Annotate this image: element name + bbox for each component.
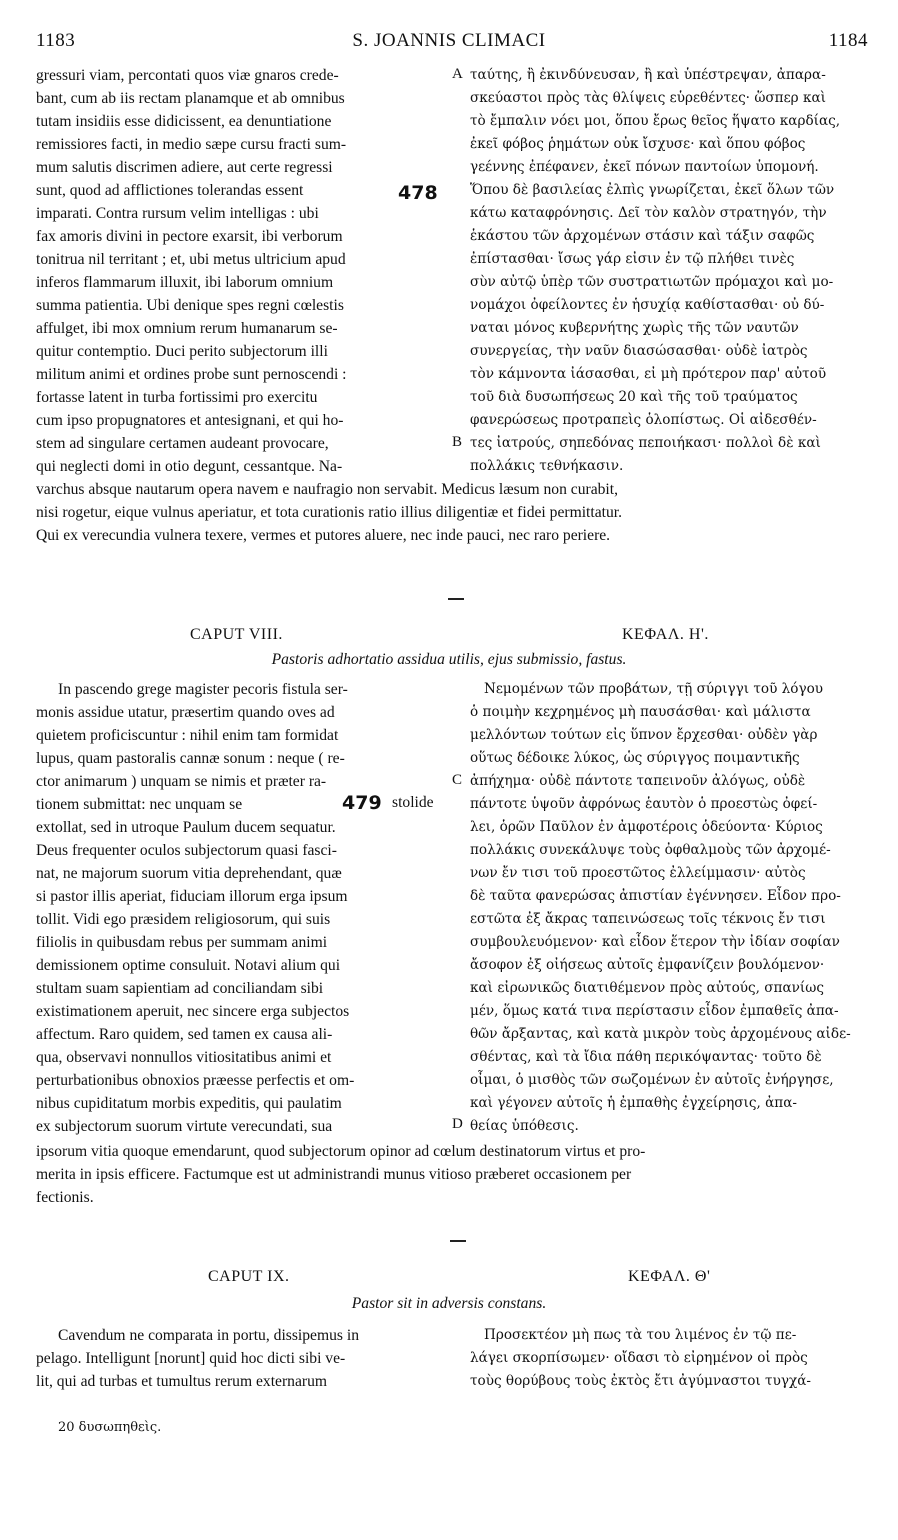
- left-page-number: 1183: [36, 30, 76, 51]
- text-line: fax amoris divini in pectore exarsit, ibi verborum: [36, 228, 343, 245]
- text-line: perturbationibus obnoxios præesse perfectis et om-: [36, 1072, 355, 1089]
- text-line: Cavendum ne comparata in portu, dissipemus in: [58, 1327, 359, 1344]
- text-line: inferos flammarum illuxit, ibi laborum omnium: [36, 274, 334, 291]
- text-line: ipsorum vitia quoque emendarunt, quod subjectorum opinor ad cœlum destinatorum virtus et pro-: [36, 1143, 646, 1160]
- text-line: σκεύαστοι πρὸς τὰς θλίψεις εὑρεθέντες· ὥσπερ καὶ: [470, 90, 826, 106]
- column-number-478: 478: [398, 182, 438, 204]
- margin-marker-b: B: [452, 434, 463, 450]
- text-line: In pascendo grege magister pecoris fistula ser-: [58, 681, 348, 698]
- text-line: θείας ὑπόθεσις.: [470, 1118, 579, 1134]
- text-line: lupus, quam pastoralis cannæ sonum : neque ( re-: [36, 750, 345, 767]
- text-line: pelago. Intelligunt [norunt] quid hoc dicti sibi ve-: [36, 1350, 346, 1367]
- text-line: νων ἔν τισι τοῦ προεστῶτος ἐλλείμμασιν· αὐτὸς: [470, 865, 806, 881]
- text-line: ἀπήχημα· οὐδὲ πάντοτε ταπεινοῦν ἀλόγως, οὐδὲ: [470, 773, 806, 789]
- greek-column-2: [470, 678, 868, 1138]
- text-line: fectionis.: [36, 1189, 94, 1206]
- text-line: qui neglecti domi in otio degunt, cessantque. Na-: [36, 458, 343, 475]
- text-line: extollat, sed in utroque Paulum ducem sequatur.: [36, 819, 336, 836]
- text-line: si pastor illis aperiat, fiduciam illorum erga ipsum: [36, 888, 348, 905]
- text-line: τες ἰατρούς, σηπεδόνας πεποιήκασι· πολλοὶ δὲ καὶ: [470, 435, 821, 451]
- text-line: θῶν ἄρξαντας, καὶ κατὰ μικρὸν τοὺς ἀρχομένους αἰδε-: [470, 1026, 851, 1042]
- text-line: imparati. Contra rursum velim intelligas : ubi: [36, 205, 319, 222]
- latin-column-1: [36, 64, 448, 478]
- text-line: stultam suam sapientiam ad conciliandam sibi: [36, 980, 324, 997]
- text-line: ex subjectorum suorum virtute verecundati, sua: [36, 1118, 333, 1135]
- latin-column-2: [36, 678, 448, 1138]
- text-line: ἐκεῖ φόβος ῥημάτων οὐκ ἴσχυσε· καὶ ὅπου φόβος: [470, 136, 806, 152]
- text-line: πάντοτε ὑψοῦν ἀφρόνως ἑαυτὸν ὁ προεστὼς ὀφεί-: [470, 796, 818, 812]
- text-line: quietem proficiscuntur : nihil enim tam formidat: [36, 727, 339, 744]
- text-line: φανερώσεως προτραπεὶς ὁλοπίστως. Οἱ αἰδεσθέν-: [470, 412, 817, 428]
- section-divider: [448, 598, 464, 600]
- section-divider: [450, 1240, 466, 1242]
- text-line: ἑκάστου τῶν ἀρχομένων στάσιν καὶ τάξιν σαφῶς: [470, 228, 815, 244]
- chapter-9-subtitle: Pastor sit in adversis constans.: [351, 1295, 547, 1312]
- text-line: τὸ ἔμπαλιν νόει μοι, ὅπου ἔρως θεῖος ἥψατο καρδίας,: [470, 113, 841, 129]
- text-line: tutam insidiis esse didicissent, ea denuntiatione: [36, 113, 332, 130]
- text-line: ἄσοφον ἐξ οἰήσεως αὐτοῖς ἐμφανίζειν βουλόμενον·: [470, 957, 825, 973]
- margin-marker-a: A: [452, 66, 463, 82]
- margin-marker-c: C: [452, 772, 463, 788]
- chapter-9-latin-title: CAPUT IX.: [208, 1268, 290, 1285]
- text-line: σθέντας, καὶ τὰ ἴδια πάθη περικόψαντας· τοῦτο δὲ: [470, 1049, 822, 1065]
- text-line: καὶ εἰρωνικῶς διατιθέμενον πρὸς αὐτούς, σπανίως: [470, 980, 824, 996]
- text-line: qua, observavi nonnullos vitiositatibus animi et: [36, 1049, 332, 1066]
- text-line: nat, ne majorum suorum vitia deprehendant, quæ: [36, 865, 342, 882]
- footnote: 20 δυσωπηθεὶς.: [58, 1420, 162, 1435]
- text-line: bant, cum ab iis rectam planamque et ab omnibus: [36, 90, 345, 107]
- text-line: monis assidue utatur, præsertim quando oves ad: [36, 704, 335, 721]
- text-line: [36, 793, 448, 816]
- text-line: nibus cupiditatum morbis expeditis, qui paulatim: [36, 1095, 342, 1112]
- text-line: συνεργείας, τὴν ναῦν διασώσασθαι· οὐδὲ ἰατρὸς: [470, 343, 808, 359]
- text-line: νομάχοι ὀφείλοντες ἐν ἡσυχίᾳ καθίστασθαι· οὐ δύ-: [470, 297, 825, 313]
- full-width-paragraph-1: [36, 478, 866, 547]
- text-line: τὸν κάμνοντα ἰάσασθαι, εἰ μὴ πρότερον παρ' αὐτοῦ: [470, 366, 827, 382]
- text-line: remissiores facti, in medio sæpe cursu fracti sum-: [36, 136, 347, 153]
- chapter-8-subtitle: Pastoris adhortatio assidua utilis, ejus submissio, fastus.: [271, 651, 627, 668]
- text-line: summa patientia. Ubi denique spes regni cœlestis: [36, 297, 344, 314]
- text-line: affectum. Raro quidem, sed tamen ex causa ali-: [36, 1026, 333, 1043]
- text-line: ὁ ποιμὴν κεχρημένος μὴ παυσάσθαι· καὶ μάλιστα: [470, 704, 811, 720]
- text-line: καὶ γέγονεν αὐτοῖς ἡ ἐμπαθὴς ἐγχείρησις, ἀπα-: [470, 1095, 797, 1111]
- stolide-word: stolide: [392, 794, 434, 811]
- text-line: ἐπίστασθαι· ἴσως γάρ εἰσιν ἐν τῷ πλήθει τινὲς: [470, 251, 795, 267]
- text-line: Προσεκτέον μὴ πως τὰ του λιμένος ἐν τῷ πε-: [484, 1327, 797, 1343]
- text-line: Ὅπου δὲ βασιλείας ἐλπὶς γνωρίζεται, ἐκεῖ ὅλων τῶν: [470, 182, 835, 198]
- text-line: λει, ὁρῶν Παῦλον ἐν ἀμφοτέροις ὁδεύοντα· Κύριος: [470, 819, 823, 835]
- chapter-8-latin-title: CAPUT VIII.: [190, 626, 283, 643]
- inline-text: tionem submittat: nec unquam se: [36, 796, 243, 813]
- text-line: merita in ipsis efficere. Factumque est ut administrandi munus vitioso præberet occasionem per: [36, 1166, 632, 1183]
- text-line: δὲ ταῦτα φανερώσας ἀπιστίαν ἐγέννησεν. Εἶδον προ-: [470, 888, 841, 904]
- text-line: nisi rogetur, eique vulnus aperiatur, et tota curationis ratio illius diligentiæ et fidei permittatur.: [36, 504, 622, 521]
- greek-column-1: [470, 64, 868, 478]
- text-line: gressuri viam, percontati quos viæ gnaros crede-: [36, 67, 339, 84]
- text-line: Qui ex verecundia vulnera texere, vermes et putores aluere, nec inde pauci, nec raro periere.: [36, 527, 611, 544]
- text-line: demissionem optime consuluit. Notavi alium qui: [36, 957, 341, 974]
- text-line: σὺν αὐτῷ ὑπὲρ τῶν συστρατιωτῶν πρόμαχοι καὶ μο-: [470, 274, 834, 290]
- text-line: sunt, quod ad afflictiones tolerandas essent: [36, 182, 304, 199]
- text-line: τοὺς θορύβους τοὺς ἐκτὸς ἔτι ἀγύμναστοι τυγχά-: [470, 1373, 811, 1389]
- text-line: tonitrua nil territant ; et, ubi metus ultricium apud: [36, 251, 346, 268]
- text-line: οὕτως δέδοικε λύκος, ὡς σύριγγος ποιμαντικῆς: [470, 750, 800, 766]
- running-title: S. JOANNIS CLIMACI: [352, 30, 546, 51]
- text-line: μέν, ὅμως κατά τινα περίστασιν εἶδον ἐμπαθεῖς ἀπα-: [470, 1003, 839, 1019]
- greek-column-3: [470, 1324, 868, 1393]
- text-line: filiolis in quibusdam rebus per summam animi: [36, 934, 328, 951]
- text-line: tollit. Vidi ego præsidem religiosorum, qui suis: [36, 911, 331, 928]
- text-line: οἶμαι, ὁ μισθὸς τῶν σωζομένων ἐν αὐτοῖς ἐνήργησε,: [470, 1072, 834, 1088]
- text-line: ctor animarum ) unquam se nimis et præter ra-: [36, 773, 327, 790]
- text-line: existimationem aperuit, nec sincere erga subjectos: [36, 1003, 350, 1020]
- chapter-8-greek-title: ΚΕΦΑΛ. Η'.: [622, 626, 709, 643]
- text-line: fortasse latent in turba fortissimi pro exercitu: [36, 389, 318, 406]
- text-line: κάτω καταφρόνησις. Δεῖ τὸν καλὸν στρατηγόν, τὴν: [470, 205, 827, 221]
- text-line: πολλάκις τεθνήκασιν.: [470, 458, 624, 474]
- latin-column-3: [36, 1324, 448, 1393]
- text-line: συμβουλευόμενον· καὶ εἶδον ἕτερον τὴν ἰδίαν σοφίαν: [470, 934, 840, 950]
- text-line: Νεμομένων τῶν προβάτων, τῇ σύριγγι τοῦ λόγου: [484, 681, 824, 697]
- text-line: ταύτης, ἢ ἐκινδύνευσαν, ἢ καὶ ὑπέστρεψαν, ἀπαρα-: [470, 67, 826, 83]
- full-width-paragraph-2: [36, 1140, 866, 1209]
- chapter-9-greek-title: ΚΕΦΑΛ. Θ': [628, 1268, 711, 1285]
- text-line: εστῶτα ἐξ ἄκρας ταπεινώσεως τοῖς τέκνοις ἔν τισι: [470, 911, 826, 927]
- text-line: τοῦ διὰ δυσωπήσεως 20 καὶ τῆς τοῦ τραύματος: [470, 389, 798, 405]
- right-page-number: 1184: [828, 30, 868, 51]
- text-line: militum animi et ordines probe sunt pernoscendi :: [36, 366, 347, 383]
- column-number-479: 479: [342, 792, 382, 814]
- text-line: mum salutis discrimen adiere, aut certe regressi: [36, 159, 333, 176]
- text-line: affulget, ibi mox omnium rerum humanarum se-: [36, 320, 338, 337]
- text-line: μελλόντων τούτων εἰς ὕπνον ἔρχεσθαι· οὐδὲν γὰρ: [470, 727, 818, 743]
- margin-marker-d: D: [452, 1116, 463, 1132]
- text-line: stem ad singulare certamen audeant provocare,: [36, 435, 329, 452]
- text-line: πολλάκις συνεκάλυψε τοὺς ὀφθαλμοὺς τῶν ἀρχομέ-: [470, 842, 831, 858]
- text-line: quitur contemptio. Duci perito subjectorum illi: [36, 343, 328, 360]
- text-line: varchus absque nautarum opera navem e naufragio non servabit. Medicus læsum non curabit,: [36, 481, 618, 498]
- text-line: cum ipso propugnatores et antesignani, et qui ho-: [36, 412, 344, 429]
- text-line: Deus frequenter oculos subjectorum quasi fasci-: [36, 842, 337, 859]
- text-line: γεέννης ἐπέφανεν, ἐκεῖ πόνων παντοίων ὑπομονή.: [470, 159, 819, 175]
- text-line: lit, qui ad turbas et tumultus rerum externarum: [36, 1373, 328, 1390]
- text-line: λάγει σκορπίσωμεν· οἴδασι τὸ εἰρημένον οἱ πρὸς: [470, 1350, 808, 1366]
- text-line: ναται μόνος κυβερνήτης χωρὶς τῆς τῶν ναυτῶν: [470, 320, 799, 336]
